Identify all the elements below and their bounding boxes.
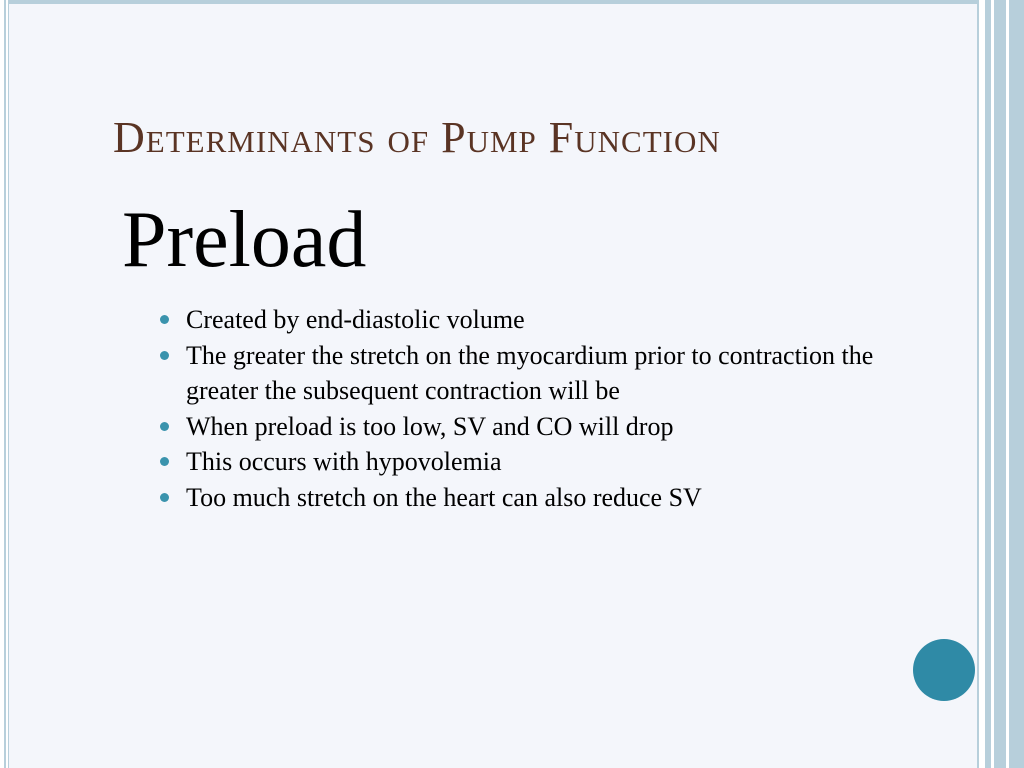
frame-stripe [994, 0, 1006, 768]
slide-subtitle: Preload [122, 196, 367, 284]
bullet-text: The greater the stretch on the myocardium prior to contraction the greater the subsequent contraction will be [186, 340, 874, 405]
bullet-dot-icon [160, 315, 169, 324]
frame-line [4, 0, 6, 768]
bullet-text: When preload is too low, SV and CO will drop [186, 411, 674, 441]
bullet-dot-icon [160, 351, 169, 360]
bullet-dot-icon [160, 457, 169, 466]
decorative-circle [913, 639, 975, 701]
bullet-item [156, 480, 916, 516]
bullet-dot-icon [160, 493, 169, 502]
bullet-item [156, 338, 916, 409]
bullet-dot-icon [160, 422, 169, 431]
slide-title: Determinants of Pump Function [113, 113, 721, 162]
bullet-item [156, 302, 916, 338]
frame-stripe [1009, 0, 1024, 768]
bullet-list [156, 302, 916, 515]
bullet-item [156, 409, 916, 445]
bullet-text: Too much stretch on the heart can also reduce SV [186, 482, 702, 512]
bullet-item [156, 444, 916, 480]
bullet-text: This occurs with hypovolemia [186, 447, 502, 476]
bullet-text: Created by end-diastolic volume [186, 305, 525, 334]
